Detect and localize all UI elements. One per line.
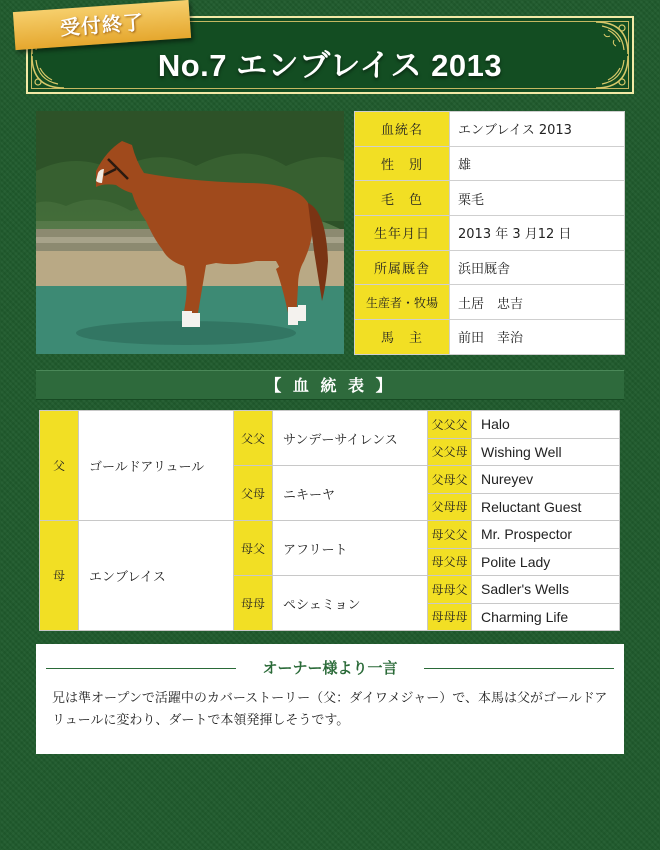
gen3-label: 父父父: [428, 411, 472, 439]
status-badge: 受付終了: [13, 0, 191, 50]
gen2-label: 父父: [234, 411, 273, 466]
gen3-name: Wishing Well: [472, 438, 620, 466]
owner-comment-title: オーナー様より一言: [262, 659, 398, 677]
horse-icon: [36, 111, 344, 354]
pedigree-row: [40, 521, 620, 549]
owner-comment-header: [46, 658, 614, 678]
gen2-label: 母母: [234, 576, 273, 631]
gen2-label: 父母: [234, 466, 273, 521]
profile-row: [355, 320, 625, 355]
gen3-label: 母母父: [428, 576, 472, 604]
gen3-label: 母父父: [428, 521, 472, 549]
gen2-name: サンデーサイレンス: [273, 411, 428, 466]
profile-row: [355, 181, 625, 216]
pedigree-row: [40, 411, 620, 439]
owner-comment-text: 兄は準オープンで活躍中のカバーストーリー（父：ダイワメジャー）で、本馬は父がゴールドアリュールに変わり、ダートで本領発揮しそうです。: [52, 691, 608, 728]
sire-label: 父: [40, 411, 79, 521]
profile-value: 浜田厩舎: [450, 250, 625, 285]
gen2-name: アフリート: [273, 521, 428, 576]
profile-row: [355, 216, 625, 251]
profile-value: 2013 年 3 月12 日: [450, 216, 625, 251]
gen3-name: Charming Life: [472, 603, 620, 631]
gen2-name: ニキーヤ: [273, 466, 428, 521]
profile-row: [355, 250, 625, 285]
profile-label: 血統名: [355, 112, 450, 147]
dam-label: 母: [40, 521, 79, 631]
profile-row: [355, 146, 625, 181]
gen3-name: Polite Lady: [472, 548, 620, 576]
profile-value: 土居 忠吉: [450, 285, 625, 320]
dam-name: エンブレイス: [79, 521, 234, 631]
gen3-label: 父母父: [428, 466, 472, 494]
profile-row: [355, 285, 625, 320]
profile-label: 毛 色: [355, 181, 450, 216]
divider: [424, 668, 614, 669]
gen3-label: 父父母: [428, 438, 472, 466]
gen3-name: Halo: [472, 411, 620, 439]
gen2-label: 母父: [234, 521, 273, 576]
gen3-name: Nureyev: [472, 466, 620, 494]
sire-name: ゴールドアリュール: [79, 411, 234, 521]
gen3-name: Mr. Prospector: [472, 521, 620, 549]
profile-table: [354, 111, 625, 355]
gen3-label: 母父母: [428, 548, 472, 576]
pedigree-table: [39, 410, 620, 631]
profile-label: 馬 主: [355, 320, 450, 355]
profile-label: 所属厩舎: [355, 250, 450, 285]
profile-value: 前田 幸治: [450, 320, 625, 355]
profile-label: 生産者・牧場: [355, 285, 450, 320]
page-title: No.7 エンブレイス 2013: [157, 48, 503, 83]
profile-label: 生年月日: [355, 216, 450, 251]
profile-label: 性 別: [355, 146, 450, 181]
profile-value: エンブレイス 2013: [450, 112, 625, 147]
gen3-name: Sadler's Wells: [472, 576, 620, 604]
gen3-label: 母母母: [428, 603, 472, 631]
gen2-name: ペシェミョン: [273, 576, 428, 631]
gen3-label: 父母母: [428, 493, 472, 521]
profile-value: 雄: [450, 146, 625, 181]
profile-value: 栗毛: [450, 181, 625, 216]
gen3-name: Reluctant Guest: [472, 493, 620, 521]
pedigree-heading: 【 血 統 表 】: [36, 370, 624, 400]
owner-comment-box: [36, 644, 624, 754]
profile-row: [355, 112, 625, 147]
horse-photo: [36, 111, 344, 354]
